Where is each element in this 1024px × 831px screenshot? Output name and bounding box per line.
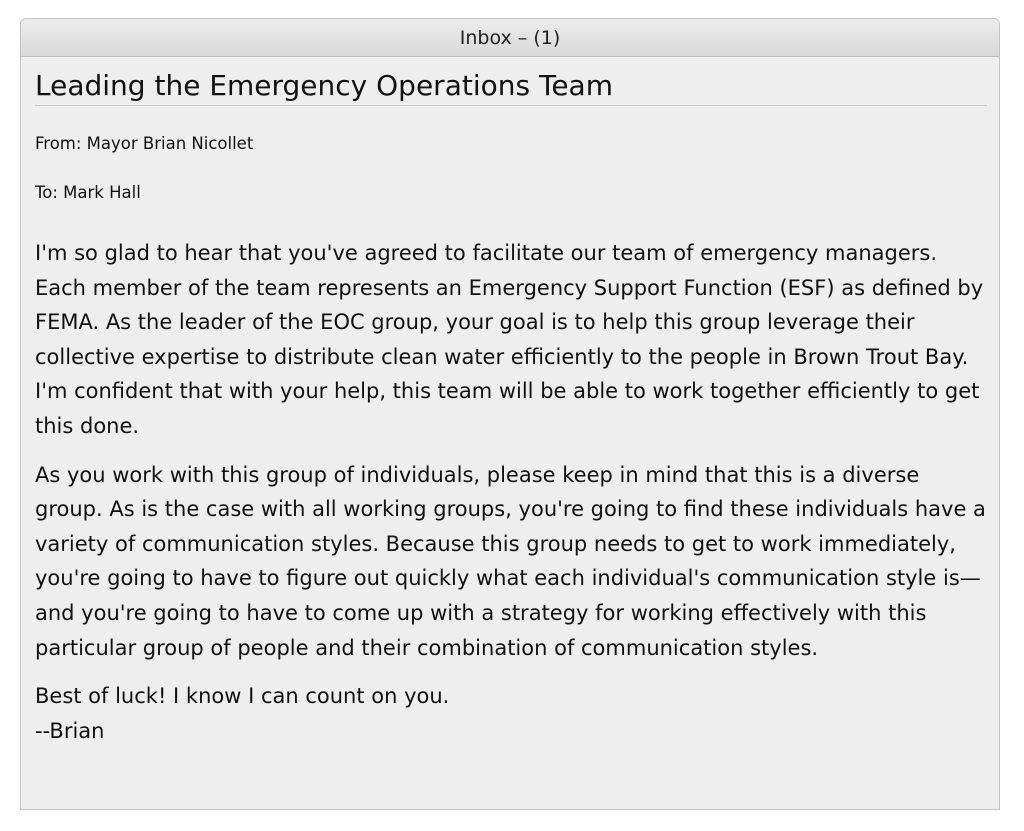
email-from: From: Mayor Brian Nicollet [35, 134, 254, 153]
email-paragraph: As you work with this group of individuals, please keep in mind that this is a diverse group. As is the case with all working groups, you're going to find these individuals have a variety of communication styles. Because this group needs to get to work immediately, you're going to have to figure out quickly what each individual's communication style is—and you're going to have to come up with a strategy for working effectively with this particular group of people and their combination of communication styles. [35, 462, 986, 660]
window-title: Inbox – (1) [459, 26, 561, 49]
email-closing-block [35, 679, 987, 748]
email-closing: Best of luck! I know I can count on you. [35, 684, 450, 709]
email-window [20, 18, 1000, 810]
email-paragraph: I'm so glad to hear that you've agreed to facilitate our team of emergency managers. Each member of the team represents an Emergency Support Function (ESF) as defined by FEMA. As the leader of the EOC group, your goal is to help this group leverage their collective expertise to distribute clean water efficiently to the people in Brown Trout Bay. I'm confident that with your help, this team will be able to work together efficiently to get this done. [35, 241, 984, 438]
email-content [21, 69, 999, 748]
email-subject: Leading the Emergency Operations Team [35, 69, 987, 106]
email-to: To: Mark Hall [35, 183, 141, 202]
window-titlebar [21, 19, 999, 57]
email-body [35, 236, 987, 748]
email-signature: --Brian [35, 718, 105, 743]
